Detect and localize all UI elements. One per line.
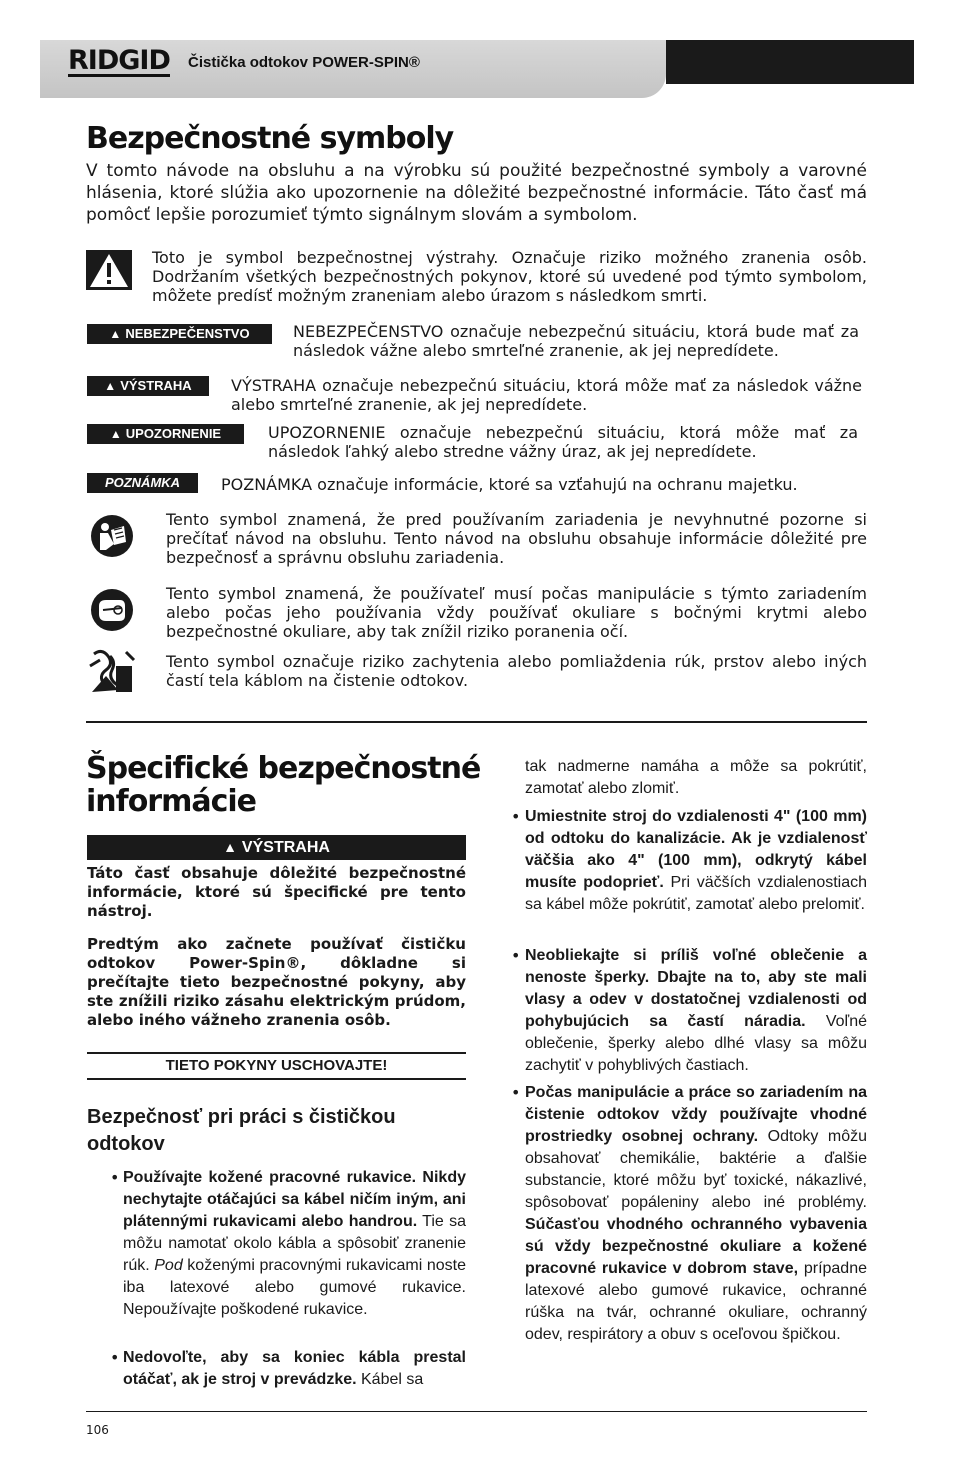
ridgid-logo: RIDGID	[68, 45, 170, 76]
warning-triangle-icon: ▲	[104, 379, 117, 393]
crush-hazard-description: Tento symbol označuje riziko zachytenia alebo pomliaždenia rúk, prstov alebo iných častí tela káblom na čistenie odtokov.	[166, 652, 867, 690]
keep-instructions-banner: TIETO POKYNY USCHOVAJTE!	[87, 1052, 466, 1080]
warning-label: VÝSTRAHA	[120, 378, 192, 393]
bullet-dot: •	[110, 1168, 120, 1187]
caution-label: UPOZORNENIE	[125, 426, 222, 441]
notice-badge: POZNÁMKA	[87, 473, 198, 493]
safety-alert-icon	[86, 250, 132, 294]
footer-rule	[86, 1411, 867, 1412]
warning-bar	[87, 835, 466, 860]
section-divider	[86, 721, 867, 723]
page-number: 106	[86, 1423, 109, 1437]
caution-badge	[87, 424, 244, 444]
notice-description: POZNÁMKA označuje informácie, ktoré sa vzťahujú na ochranu majetku.	[221, 475, 798, 494]
section-title-line-1: Špecifické bezpečnostné	[86, 751, 481, 786]
warning-bar-label: VÝSTRAHA	[241, 839, 330, 856]
warning-badge	[87, 376, 209, 396]
warning-triangle-icon: ▲	[109, 427, 122, 441]
warning-paragraph-2: Predtým ako začnete používať čističku odtokov Power-Spin®, dôkladne si prečítajte tieto bezpečnostné pokyny, aby ste znížili riziko zásahu elektrickým prúdom, alebo iného vážneho zranenia osôb.	[87, 935, 466, 1029]
read-manual-icon	[90, 514, 134, 562]
warning-triangle-icon: ▲	[109, 327, 122, 341]
safety-goggles-icon	[90, 588, 134, 636]
warning-triangle-icon: ▲	[223, 839, 237, 855]
bullet-clothing: Neobliekajte si príliš voľné oblečenie a nenoste šperky. Dbajte na to, aby ste mali vlasy a odev v dostatočnej vzdialenosti od pohybujúcich sa častí náradia. Voľné oblečenie, šperky alebo dlhé vlasy sa môžu zachytiť v pohyblivých častiach.	[525, 947, 867, 1074]
header-title: Čistička odtokov POWER-SPIN®	[188, 54, 420, 71]
intro-paragraph: V tomto návode na obsluhu a na výrobku sú použité bezpečnostné symboly a varovné hlásenia, ktoré slúžia ako upozornenie na dôležité bezpečnostné informácie. Táto časť má pomôcť lepšie porozumieť týmto signálnym slovám a symbolom.	[86, 161, 867, 225]
danger-label: NEBEZPEČENSTVO	[125, 326, 250, 341]
section-title-safety-symbols: Bezpečnostné symboly	[86, 121, 454, 156]
bullet-gloves: Používajte kožené pracovné rukavice. Nikdy nechytajte otáčajúci sa kábel ničím iným, ani plátennými rukavicami alebo handrou. Tie sa môžu namotať okolo kábla a spôsobiť zranenie rúk. Pod koženými pracovnými rukavicami noste iba latexové alebo gumové rukavice. Nepoužívajte poškodené rukavice.	[123, 1169, 466, 1318]
bullet-ppe: Počas manipulácie a práce so zariadením na čistenie odtokov vždy používajte vhodné prostriedky osobnej ochrany. Odtoky môžu obsahovať chemikálie, baktérie a ďalšie substancie, ktoré môžu byť toxické, nákazlivé, spôsobovať popáleniny alebo iné problémy. Súčasťou vhodného ochranného vybavenia sú vždy bezpečnostné okuliare a kožené pracovné rukavice v dobrom stave, prípadne latexové alebo gumové rukavice, ochranné rúška na tvár, ochranné okuliare, ochranný odev, respirátory a obuv s oceľovou špičkou.	[525, 1084, 867, 1343]
cable-continuation: tak nadmerne namáha a môže sa pokrútiť, zamotať alebo zlomiť.	[525, 758, 867, 797]
bullet-dot: •	[511, 946, 521, 965]
section-title-specific-safety	[86, 752, 480, 818]
warning-description: VÝSTRAHA označuje nebezpečnú situáciu, ktorá môže mať za následok vážne alebo smrteľné zranenie, ak jej nepredídete.	[231, 376, 862, 414]
bullet-cable-end: Nedovoľte, aby sa koniec kábla prestal otáčať, ak je stroj v prevádzke. Kábel sa	[123, 1349, 466, 1388]
subheading-drain-cleaner-safety: Bezpečnosť pri práci s čističkou odtokov	[87, 1106, 396, 1155]
warning-paragraph-1: Táto časť obsahuje dôležité bezpečnostné informácie, ktoré sú špecifické pre tento nástroj.	[87, 864, 466, 920]
goggles-description: Tento symbol znamená, že používateľ musí počas manipulácie s týmto zariadením alebo počas jeho používania vždy používať okuliare s bočnými krytmi alebo bezpečnostné okuliare, aby tak znížil riziko poranenia očí.	[166, 584, 867, 641]
read-manual-description: Tento symbol znamená, že pred používaním zariadenia je nevyhnutné pozorne si prečítať návod na obsluhu. Tento návod na obsluhu obsahuje informácie dôležité pre bezpečnosť a správnu obsluhu zariadenia.	[166, 510, 867, 567]
section-title-line-2: informácie	[86, 784, 257, 819]
danger-description: NEBEZPEČENSTVO označuje nebezpečnú situáciu, ktorá bude mať za následok vážne alebo smrteľné zranenie, ak jej nepredídete.	[293, 322, 859, 360]
bullet-dot: •	[110, 1348, 120, 1367]
header-tab	[666, 40, 914, 84]
bullet-dot: •	[511, 1083, 521, 1102]
danger-badge	[87, 324, 272, 344]
bullet-distance: Umiestnite stroj do vzdialenosti 4" (100 mm) od odtoku do kanalizácie. Ak je vzdialenosť väčšia ako 4" (100 mm), odkrytý kábel musíte podoprieť. Pri väčších vzdialenostiach sa kábel môže pokrútiť, zamotať alebo prelomiť.	[525, 808, 868, 913]
alert-description: Toto je symbol bezpečnostnej výstrahy. Označuje riziko možného zranenia osôb. Dodržaním všetkých bezpečnostných pokynov, ktoré sú uvedené pod týmto symbolom, môžete predísť možným zraneniam alebo úrazom s následkom smrti.	[152, 248, 867, 305]
caution-description: UPOZORNENIE označuje nebezpečnú situáciu, ktorá môže mať za následok ľahký alebo stredne vážny úraz, ak jej nepredídete.	[268, 423, 858, 461]
bullet-dot: •	[511, 807, 521, 826]
crush-hazard-icon	[86, 646, 138, 700]
